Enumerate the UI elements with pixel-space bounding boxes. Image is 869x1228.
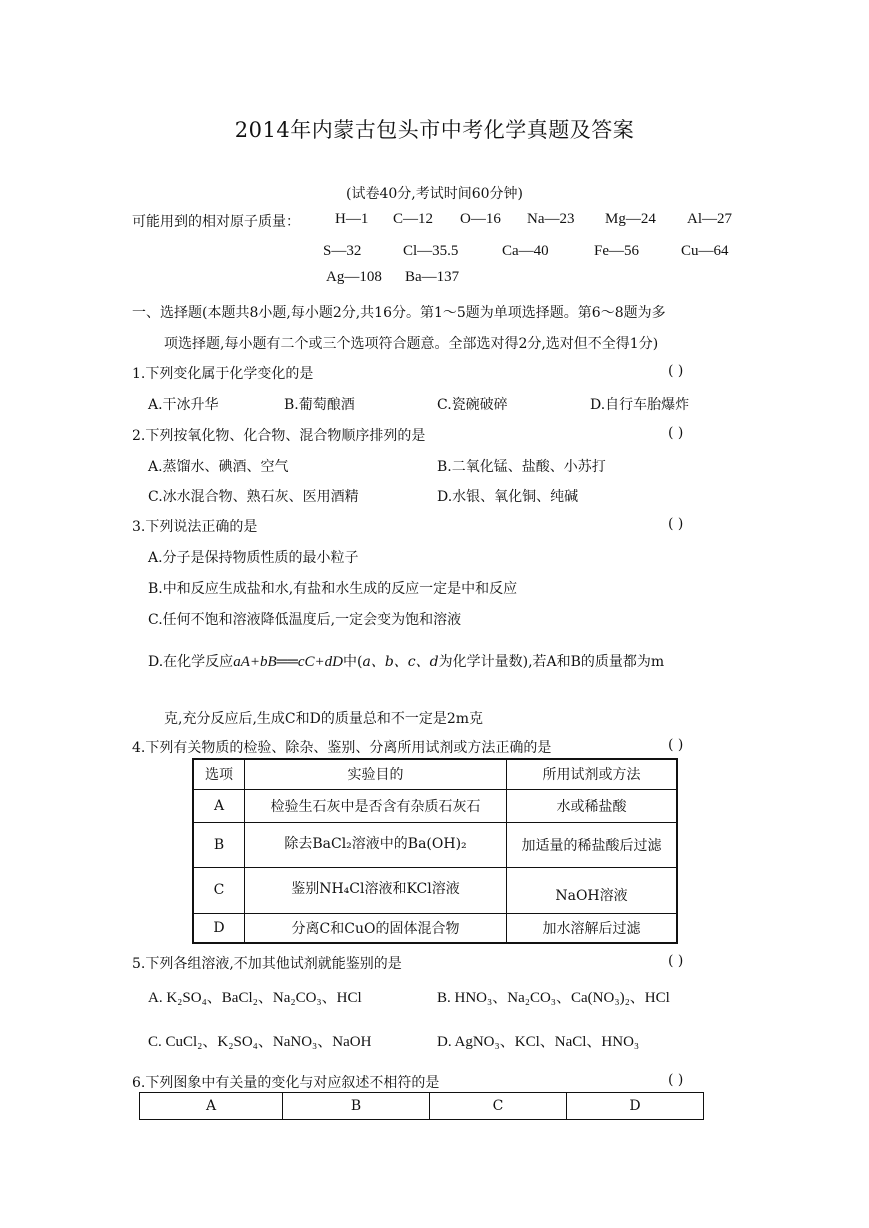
q3-option-c: C.任何不饱和溶液降低温度后,一定会变为饱和溶液 — [148, 612, 462, 628]
q4-row-a-purpose: 检验生石灰中是否含有杂质石灰石 — [245, 789, 507, 822]
q6-header-a: A — [140, 1093, 283, 1120]
q5-option-c: C. CuCl₂、K₂SO₄、NaNO₃、NaOH — [148, 1034, 372, 1050]
q3-option-d-prefix: D.在化学反应 — [148, 654, 234, 670]
q4-row-c-purpose: 鉴别NH₄Cl溶液和KCl溶液 — [245, 867, 507, 913]
q4-row-d-option: D — [193, 913, 245, 943]
q4-row-c-method: NaOH溶液 — [507, 867, 678, 913]
q2-stem: 2.下列按氧化物、化合物、混合物顺序排列的是 — [132, 428, 426, 444]
q3-coefficients: a、b、c、d — [362, 654, 439, 670]
q4-row-c-option: C — [193, 867, 245, 913]
table-row — [193, 913, 677, 943]
q2-option-b: B.二氧化锰、盐酸、小苏打 — [437, 459, 606, 475]
atomic-mass-item: O—16 — [460, 211, 501, 227]
q5-stem: 5.下列各组溶液,不加其他试剂就能鉴别的是 — [132, 956, 402, 972]
q6-table-header-row — [140, 1093, 704, 1120]
q4-header-method: 所用试剂或方法 — [507, 759, 678, 789]
q1-option-b: B.葡萄酿酒 — [284, 397, 355, 413]
q1-option-d: D.自行车胎爆炸 — [590, 397, 690, 413]
q3-option-a: A.分子是保持物质性质的最小粒子 — [148, 550, 359, 566]
q4-row-a-method: 水或稀盐酸 — [507, 789, 678, 822]
q1-answer-bracket: ( ) — [668, 363, 684, 379]
q4-row-d-purpose: 分离C和CuO的固体混合物 — [245, 913, 507, 943]
q5-option-b: B. HNO₃、Na₂CO₃、Ca(NO₃)₂、HCl — [437, 990, 670, 1006]
q5-option-a: A. K₂SO₄、BaCl₂、Na₂CO₃、HCl — [148, 990, 362, 1006]
q6-table — [139, 1092, 704, 1120]
q6-header-c: C — [430, 1093, 567, 1120]
q4-header-option: 选项 — [193, 759, 245, 789]
section1-instructions-line2: 项选择题,每小题有二个或三个选项符合题意。全部选对得2分,选对但不全得1分) — [164, 336, 659, 352]
q3-reaction-equation: aA+bB══cC+dD — [233, 654, 344, 670]
q4-row-d-method: 加水溶解后过滤 — [507, 913, 678, 943]
q4-table — [192, 758, 678, 944]
atomic-mass-item: Ba—137 — [405, 269, 460, 285]
section1-instructions-line1: 一、选择题(本题共8小题,每小题2分,共16分。第1～5题为单项选择题。第6～8题为多 — [132, 305, 666, 321]
q3-answer-bracket: ( ) — [668, 516, 684, 532]
q4-table-header-row — [193, 759, 677, 789]
q4-header-purpose: 实验目的 — [245, 759, 507, 789]
q1-stem: 1.下列变化属于化学变化的是 — [132, 366, 314, 382]
q5-option-d: D. AgNO₃、KCl、NaCl、HNO₃ — [437, 1034, 640, 1050]
table-row — [193, 822, 677, 867]
q5-answer-bracket: ( ) — [668, 953, 684, 969]
q4-stem: 4.下列有关物质的检验、除杂、鉴别、分离所用试剂或方法正确的是 — [132, 740, 552, 756]
atomic-mass-item: Ca—40 — [502, 243, 549, 259]
table-row — [193, 867, 677, 913]
q2-option-c: C.冰水混合物、熟石灰、医用酒精 — [148, 489, 359, 505]
page-title: 2014年内蒙古包头市中考化学真题及答案 — [234, 118, 635, 142]
table-row — [193, 789, 677, 822]
exam-info: (试卷40分,考试时间60分钟) — [345, 186, 523, 202]
q6-stem: 6.下列图象中有关量的变化与对应叙述不相符的是 — [132, 1075, 440, 1091]
atomic-mass-item: Na—23 — [527, 211, 575, 227]
atomic-mass-item: H—1 — [335, 211, 369, 227]
q6-header-d: D — [567, 1093, 704, 1120]
q3-stem: 3.下列说法正确的是 — [132, 519, 258, 535]
q4-row-b-purpose: 除去BaCl₂溶液中的Ba(OH)₂ — [245, 822, 507, 867]
q3-option-d — [148, 651, 664, 671]
atomic-mass-item: Al—27 — [687, 211, 732, 227]
atomic-mass-item: Cu—64 — [681, 243, 729, 259]
atomic-mass-item: Mg—24 — [605, 211, 656, 227]
q2-option-d: D.水银、氧化铜、纯碱 — [437, 489, 579, 505]
q3-option-d-line2: 克,充分反应后,生成C和D的质量总和不一定是2m克 — [164, 711, 484, 727]
atomic-mass-item: C—12 — [393, 211, 434, 227]
q3-option-d-suffix: 为化学计量数),若A和B的质量都为m — [438, 654, 665, 670]
atomic-mass-item: S—32 — [323, 243, 362, 259]
q6-header-b: B — [283, 1093, 430, 1120]
atomic-mass-item: Fe—56 — [594, 243, 639, 259]
q4-row-a-option: A — [193, 789, 245, 822]
q4-row-b-method: 加适量的稀盐酸后过滤 — [507, 822, 678, 867]
q6-answer-bracket: ( ) — [668, 1072, 684, 1088]
q2-answer-bracket: ( ) — [668, 425, 684, 441]
atomic-mass-label: 可能用到的相对原子质量： — [132, 214, 300, 230]
q1-option-a: A.干冰升华 — [148, 397, 219, 413]
q1-option-c: C.瓷碗破碎 — [437, 397, 508, 413]
q4-answer-bracket: ( ) — [668, 737, 684, 753]
q4-row-b-option: B — [193, 822, 245, 867]
q3-option-d-mid: 中( — [343, 654, 363, 670]
atomic-mass-item: Cl—35.5 — [403, 243, 459, 259]
atomic-mass-item: Ag—108 — [326, 269, 382, 285]
q2-option-a: A.蒸馏水、碘酒、空气 — [148, 459, 289, 475]
q3-option-b: B.中和反应生成盐和水,有盐和水生成的反应一定是中和反应 — [148, 581, 518, 597]
